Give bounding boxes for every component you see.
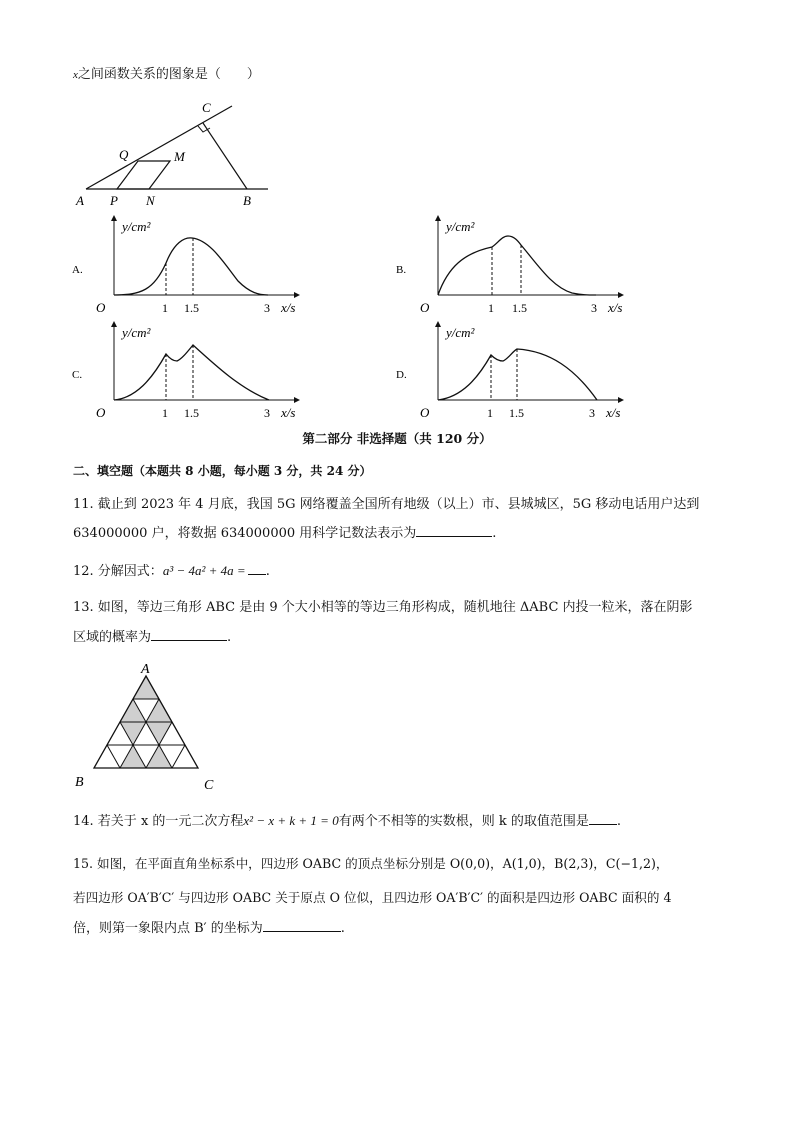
tick-3: 3: [264, 406, 270, 420]
x-axis-arrow: [294, 397, 300, 403]
q12-line: [73, 562, 270, 581]
shaded-triangle: [120, 699, 146, 722]
graph-option-d: [390, 321, 640, 425]
q15-end: .: [340, 921, 345, 936]
y-axis-label: y/cm²: [122, 219, 151, 234]
q15-answer-blank[interactable]: [263, 919, 341, 932]
y-axis-arrow: [111, 215, 117, 221]
q14-suffix: 有两个不相等的实数根，则 k 的取值范围是: [338, 814, 589, 829]
graph-option-a: [66, 215, 316, 319]
q11-end: .: [492, 526, 497, 541]
label-c: C: [202, 100, 211, 115]
tick-1-5: 1.5: [184, 301, 199, 315]
label-c: C: [204, 778, 214, 793]
x-axis-label: x/s: [281, 300, 296, 315]
tick-3: 3: [589, 406, 595, 420]
option-b-label: B.: [396, 264, 407, 276]
tick-1: 1: [162, 301, 168, 315]
x-axis-arrow: [618, 397, 624, 403]
y-axis-arrow: [435, 321, 441, 327]
x-axis-label: x/s: [606, 405, 621, 420]
tick-1: 1: [162, 406, 168, 420]
label-n: N: [146, 193, 155, 208]
label-a: A: [141, 662, 150, 677]
q13-answer-blank[interactable]: [151, 628, 227, 641]
label-b: B: [75, 775, 84, 790]
shaded-triangle: [133, 676, 159, 699]
q10-triangle-figure: [70, 98, 280, 210]
tick-1-5: 1.5: [184, 406, 199, 420]
tick-1: 1: [487, 406, 493, 420]
y-axis-arrow: [111, 321, 117, 327]
q10-text: 之间函数关系的图象是（ ）: [77, 67, 260, 82]
y-axis-arrow: [435, 215, 441, 221]
origin-label: O: [96, 405, 106, 420]
q15-line3-text: 倍，则第一象限内点 B′ 的坐标为: [73, 921, 263, 936]
q13-line1: 13. 如图，等边三角形 ABC 是由 9 个大小相等的等边三角形构成，随机地往 ΔABC 内投一粒米，落在阴影: [73, 600, 693, 615]
tick-1-5: 1.5: [512, 301, 527, 315]
shaded-triangle: [120, 745, 146, 768]
q11-answer-blank[interactable]: [416, 524, 492, 537]
q12-expression: a³ − 4a² + 4a =: [162, 563, 246, 578]
tick-1: 1: [488, 301, 494, 315]
x-axis-arrow: [618, 292, 624, 298]
option-d-label: D.: [396, 369, 407, 381]
option-c-label: C.: [72, 369, 83, 381]
q12-prefix: 12. 分解因式：: [73, 564, 163, 579]
curve-a: [114, 238, 268, 295]
origin-label: O: [420, 300, 430, 315]
x-axis-label: x/s: [281, 405, 296, 420]
q11-line2-text: 634000000 户，将数据 634000000 用科学记数法表示为: [73, 526, 417, 541]
x-axis-arrow: [294, 292, 300, 298]
tick-1-5: 1.5: [509, 406, 524, 420]
curve-b: [438, 236, 596, 295]
q15-line2: 若四边形 OA′B′C′ 与四边形 OABC 关于原点 O 位似，且四边形 OA′B′C′ 的面积是四边形 OABC 面积的 4: [73, 890, 672, 905]
q14-equation: x² − x + k + 1 = 0: [243, 813, 339, 828]
q13-triangle-figure: [70, 660, 230, 796]
y-axis-label: y/cm²: [446, 325, 475, 340]
shaded-triangle: [146, 699, 172, 722]
tick-3: 3: [591, 301, 597, 315]
q11-line2: [73, 524, 496, 543]
tick-3: 3: [264, 301, 270, 315]
curve-c: [114, 345, 269, 400]
label-p: P: [110, 193, 118, 208]
q12-end: .: [265, 564, 270, 579]
x-axis-label: x/s: [608, 300, 623, 315]
q14-end: .: [616, 814, 622, 829]
origin-label: O: [420, 405, 430, 420]
q13-line2-text: 区域的概率为: [73, 630, 152, 645]
part2-title: 第二部分 非选择题（共 120 分）: [302, 431, 492, 446]
option-a-label: A.: [72, 264, 83, 276]
label-a: A: [76, 193, 84, 208]
q15-line1: 15. 如图，在平面直角坐标系中，四边形 OABC 的顶点坐标分别是 O(0,0)，A(1,0)，B(2,3)，C(−1,2)，: [73, 856, 669, 871]
q12-answer-blank[interactable]: [248, 562, 266, 575]
line-cb: [203, 123, 247, 189]
parallelogram-pqmn: [117, 161, 170, 189]
label-q: Q: [119, 147, 129, 162]
q14-prefix: 14. 若关于 x 的一元二次方程: [73, 814, 244, 829]
q13-line2: [73, 628, 231, 647]
shaded-triangle: [146, 722, 172, 745]
origin-label: O: [96, 300, 106, 315]
shaded-triangle: [146, 745, 172, 768]
shaded-triangle: [120, 722, 146, 745]
label-b: B: [243, 193, 251, 208]
q14-line: [73, 812, 621, 831]
label-m: M: [174, 149, 185, 164]
q15-line3: [73, 919, 345, 938]
y-axis-label: y/cm²: [122, 325, 151, 340]
q10-variable: x: [73, 69, 78, 81]
section2-title: 二、填空题（本题共 8 小题，每小题 3 分，共 24 分）: [73, 464, 372, 478]
q11-line1: 11. 截止到 2023 年 4 月底，我国 5G 网络覆盖全国所有地级（以上）市、县城城区，5G 移动电话用户达到: [73, 497, 700, 512]
q10-tail-text: [73, 66, 260, 84]
graph-option-b: [390, 215, 640, 319]
q14-answer-blank[interactable]: [589, 812, 617, 825]
y-axis-label: y/cm²: [446, 219, 475, 234]
q13-end: .: [227, 630, 232, 645]
graph-option-c: [66, 321, 316, 425]
